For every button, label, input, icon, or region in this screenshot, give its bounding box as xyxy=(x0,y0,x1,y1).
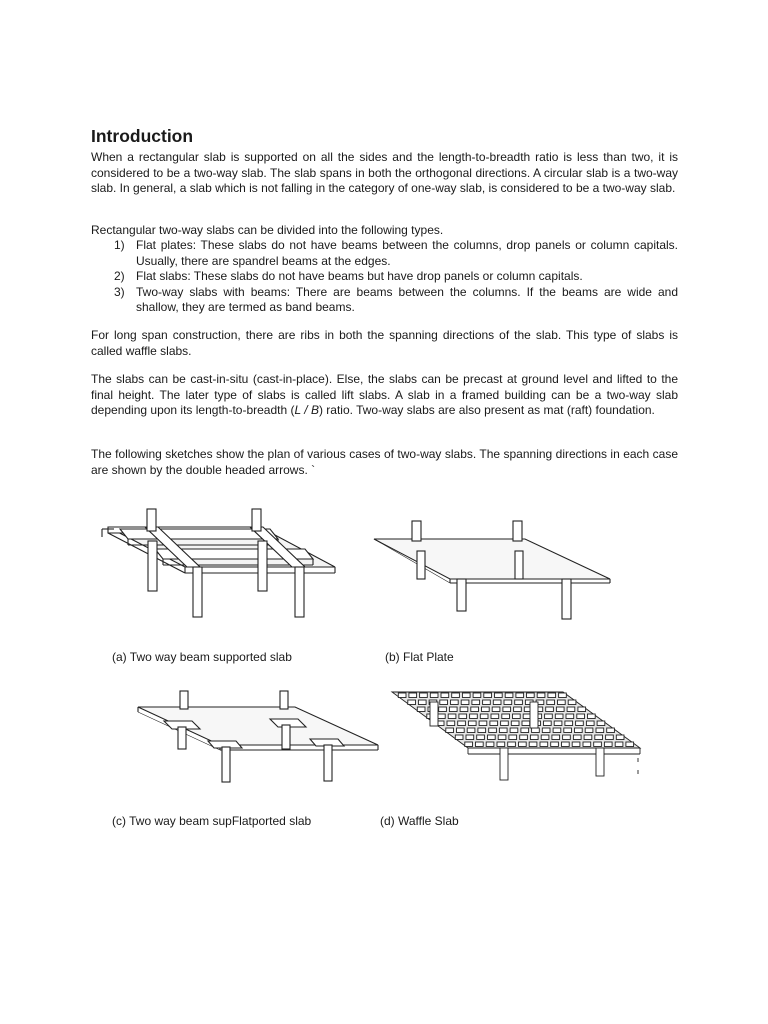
waffle-pocket xyxy=(452,693,460,698)
waffle-pocket xyxy=(597,721,605,726)
paragraph-lift-slabs-part2: ) ratio. Two-way slabs are also present as mat (raft) foundation. xyxy=(318,403,655,417)
waffle-pocket xyxy=(499,728,507,733)
list-item-text: Flat slabs: These slabs do not have beams but have drop panels or column capitals. xyxy=(136,269,583,283)
waffle-pocket xyxy=(606,735,614,740)
waffle-pocket xyxy=(537,693,545,698)
waffle-pocket xyxy=(480,714,488,719)
waffle-pocket xyxy=(540,742,548,747)
waffle-pocket xyxy=(586,721,594,726)
waffle-pocket xyxy=(477,735,485,740)
waffle-pocket xyxy=(479,721,487,726)
waffle-pocket xyxy=(501,721,509,726)
waffle-pocket xyxy=(583,742,591,747)
waffle-pocket xyxy=(572,742,580,747)
waffle-pocket xyxy=(472,700,480,705)
waffle-pocket xyxy=(564,728,572,733)
waffle-pocket xyxy=(495,693,503,698)
waffle-pocket xyxy=(514,707,522,712)
list-item xyxy=(91,269,678,285)
waffle-pocket xyxy=(484,693,492,698)
ratio-symbol: L / B xyxy=(294,403,319,417)
waffle-pocket xyxy=(607,728,615,733)
waffle-pocket xyxy=(467,728,475,733)
waffle-pocket xyxy=(545,714,553,719)
caption-b: (b) Flat Plate xyxy=(385,650,454,664)
waffle-pocket xyxy=(466,735,474,740)
waffle-pocket xyxy=(566,714,574,719)
list-item xyxy=(91,285,678,316)
waffle-pocket xyxy=(513,714,521,719)
waffle-pocket xyxy=(515,700,523,705)
waffle-pocket xyxy=(563,735,571,740)
waffle-pocket xyxy=(493,700,501,705)
waffle-pocket xyxy=(596,728,604,733)
waffle-pocket xyxy=(521,728,529,733)
waffle-pocket xyxy=(508,742,516,747)
waffle-pocket xyxy=(555,714,563,719)
waffle-pocket xyxy=(626,742,634,747)
waffle-pocket xyxy=(505,693,513,698)
waffle-pocket xyxy=(489,728,497,733)
waffle-pocket xyxy=(430,693,438,698)
waffle-pocket xyxy=(455,735,463,740)
waffle-pocket xyxy=(544,721,552,726)
waffle-pocket xyxy=(547,700,555,705)
waffle-pocket xyxy=(418,700,426,705)
figure-beam-supported-slab xyxy=(100,505,350,630)
waffle-pocket xyxy=(486,742,494,747)
waffle-pocket xyxy=(461,700,469,705)
waffle-pocket xyxy=(478,728,486,733)
waffle-pocket xyxy=(551,742,559,747)
waffle-pocket xyxy=(519,742,527,747)
waffle-pocket xyxy=(532,728,540,733)
waffle-pocket xyxy=(458,721,466,726)
waffle-pocket xyxy=(510,728,518,733)
list-item xyxy=(91,238,678,269)
waffle-pocket xyxy=(420,693,428,698)
waffle-pocket xyxy=(498,735,506,740)
list-item-text: Two-way slabs with beams: There are beams between the columns. If the beams are wide and shallow, they are termed as band beams. xyxy=(136,284,678,314)
waffle-pocket xyxy=(567,707,575,712)
waffle-pocket xyxy=(439,707,447,712)
waffle-pocket xyxy=(556,707,564,712)
waffle-pocket xyxy=(522,721,530,726)
waffle-pocket xyxy=(558,700,566,705)
waffle-pocket xyxy=(476,742,484,747)
waffle-pocket xyxy=(441,693,449,698)
waffle-pocket xyxy=(585,728,593,733)
waffle-pocket xyxy=(503,707,511,712)
waffle-pocket xyxy=(576,721,584,726)
waffle-pocket xyxy=(529,742,537,747)
waffle-pocket xyxy=(448,714,456,719)
waffle-pocket xyxy=(438,714,446,719)
caption-d: (d) Waffle Slab xyxy=(380,814,459,828)
waffle-pocket xyxy=(511,721,519,726)
waffle-pocket xyxy=(568,700,576,705)
waffle-pocket xyxy=(491,714,499,719)
waffle-pocket xyxy=(615,742,623,747)
waffle-pocket xyxy=(471,707,479,712)
waffle-pocket xyxy=(594,742,602,747)
waffle-pocket xyxy=(483,700,491,705)
waffle-pocket xyxy=(446,728,454,733)
waffle-pocket xyxy=(588,714,596,719)
waffle-pocket xyxy=(504,700,512,705)
waffle-pocket xyxy=(488,735,496,740)
section-heading: Introduction xyxy=(91,126,194,146)
waffle-pocket xyxy=(482,707,490,712)
waffle-pocket xyxy=(553,728,561,733)
waffle-pocket xyxy=(565,721,573,726)
waffle-pocket xyxy=(573,735,581,740)
waffle-pocket xyxy=(398,693,406,698)
waffle-pocket xyxy=(578,707,586,712)
waffle-pocket xyxy=(449,707,457,712)
waffle-pocket xyxy=(595,735,603,740)
paragraph-types-intro: Rectangular two-way slabs can be divided into the following types. xyxy=(91,223,444,237)
waffle-pocket xyxy=(548,693,556,698)
waffle-pocket xyxy=(490,721,498,726)
waffle-pocket xyxy=(562,742,570,747)
figure-drop-panel-slab xyxy=(130,685,380,790)
waffle-pocket xyxy=(459,714,467,719)
waffle-pocket xyxy=(554,721,562,726)
paragraph-two-way-definition: When a rectangular slab is supported on all the sides and the length-to-breadth ratio is less than two, it is considered to be a two-way slab. The slab spans in both the orthogonal directions. A circular slab is a two-way slab. In general, a slab which is not falling in the category of one-way slab, is considered to be a two-way slab. xyxy=(91,150,678,195)
list-item-number: 1) xyxy=(114,238,125,252)
waffle-pocket xyxy=(447,721,455,726)
waffle-pocket xyxy=(451,700,459,705)
waffle-pocket xyxy=(516,693,524,698)
figure-waffle-slab xyxy=(388,688,643,788)
waffle-pocket xyxy=(542,728,550,733)
list-item-text: Flat plates: These slabs do not have beams between the columns, drop panels or column capitals. Usually, there are spandrel beams at the edges. xyxy=(136,238,678,268)
waffle-pocket xyxy=(460,707,468,712)
list-item-number: 2) xyxy=(114,269,125,283)
waffle-pocket xyxy=(457,728,465,733)
slab-types-list xyxy=(91,238,678,316)
waffle-pocket xyxy=(616,735,624,740)
paragraph-sketches-intro: The following sketches show the plan of various cases of two-way slabs. The spanning directions in each case are shown by the double headed arrows. ` xyxy=(91,447,678,477)
figure-flat-plate xyxy=(370,515,620,625)
paragraph-waffle-slabs: For long span construction, there are ribs in both the spanning directions of the slab. This type of slabs is called waffle slabs. xyxy=(91,328,678,358)
waffle-pocket xyxy=(473,693,481,698)
paragraph-lift-slabs-part1: The slabs can be cast-in-situ (cast-in-place). Else, the slabs can be precast at ground level and lifted to the final height. The later type of slabs is called lift slabs. A slab in a framed building can be a two-way slab depending upon its length-to-breadth ( xyxy=(91,372,678,417)
waffle-pocket xyxy=(604,742,612,747)
waffle-pocket xyxy=(492,707,500,712)
waffle-pocket xyxy=(546,707,554,712)
waffle-pocket xyxy=(502,714,510,719)
waffle-pocket xyxy=(462,693,470,698)
waffle-pocket xyxy=(541,735,549,740)
waffle-pocket xyxy=(575,728,583,733)
caption-c: (c) Two way beam supFlatported slab xyxy=(112,814,312,828)
waffle-pocket xyxy=(408,700,416,705)
waffle-pocket xyxy=(465,742,473,747)
waffle-pocket xyxy=(527,693,535,698)
paragraph-lift-slabs xyxy=(91,372,678,419)
waffle-pocket xyxy=(520,735,528,740)
waffle-pocket xyxy=(409,693,417,698)
waffle-pocket xyxy=(468,721,476,726)
waffle-pocket xyxy=(577,714,585,719)
waffle-pocket xyxy=(470,714,478,719)
waffle-pocket xyxy=(509,735,517,740)
waffle-pocket xyxy=(497,742,505,747)
waffle-pocket xyxy=(530,735,538,740)
waffle-pocket xyxy=(440,700,448,705)
waffle-pocket xyxy=(417,707,425,712)
list-item-number: 3) xyxy=(114,284,125,299)
waffle-pocket xyxy=(559,693,567,698)
waffle-pocket xyxy=(552,735,560,740)
waffle-pocket xyxy=(584,735,592,740)
caption-a: (a) Two way beam supported slab xyxy=(112,650,292,664)
